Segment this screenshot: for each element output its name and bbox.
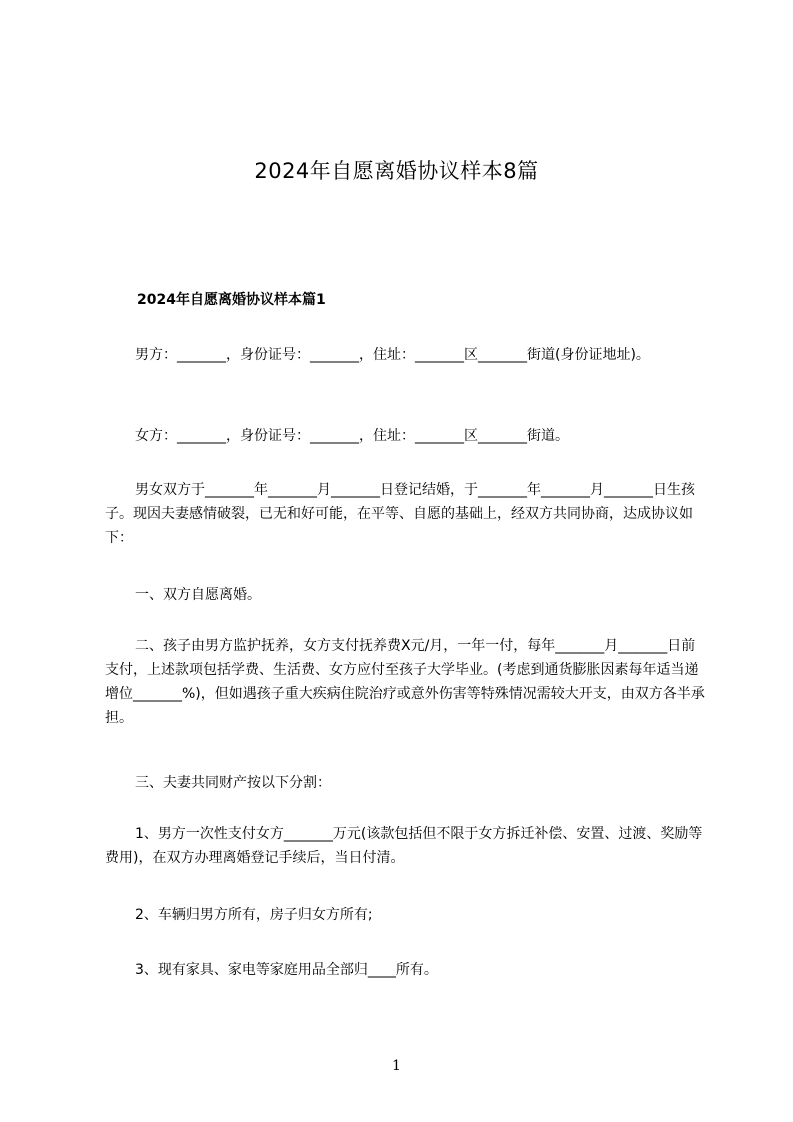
paragraph-female-party: 女方：_______，身份证号：_______，住址：_______区_______街道。 [135,428,569,444]
paragraph-clause-property-heading: 三、夫妻共同财产按以下分割： [135,775,331,791]
paragraph-clause-divorce: 一、双方自愿离婚。 [135,587,261,603]
paragraph-marriage-background: 男女双方于_______年_______月_______日登记结婚，于_______年_______月_______日生孩子。现因夫妻感情破裂，已无和好可能，在平等、自愿的基础上，经双方共同协商，达成协议如下： [105,482,695,546]
paragraph-male-party: 男方：_______，身份证号：_______，住址：_______区_______街道(身份证地址)。 [135,347,650,363]
paragraph-property-item-3: 3、现有家具、家电等家庭用品全部归____所有。 [135,962,438,978]
paragraph-property-item-1: 1、男方一次性支付女方_______万元(该款包括但不限于女方拆迁补偿、安置、过渡、奖励等费用)，在双方办理离婚登记手续后，当日付清。 [105,826,703,866]
document-title: 2024年自愿离婚协议样本8篇 [254,159,539,184]
paragraph-clause-child-custody: 二、孩子由男方监护抚养，女方支付抚养费X元/月，一年一付，每年_______月_______日前支付，上述款项包括学费、生活费、女方应付至孩子大学毕业。(考虑到通货膨胀因素每年适当递增位_______%)，但如遇孩子重大疾病住院治疗或意外伤害等特殊情况需较大开支，由双方各半承担。 [105,638,705,726]
page-number: 1 [392,1058,401,1074]
section-heading: 2024年自愿离婚协议样本篇1 [137,292,326,308]
paragraph-property-item-2: 2、车辆归男方所有，房子归女方所有; [135,907,373,923]
